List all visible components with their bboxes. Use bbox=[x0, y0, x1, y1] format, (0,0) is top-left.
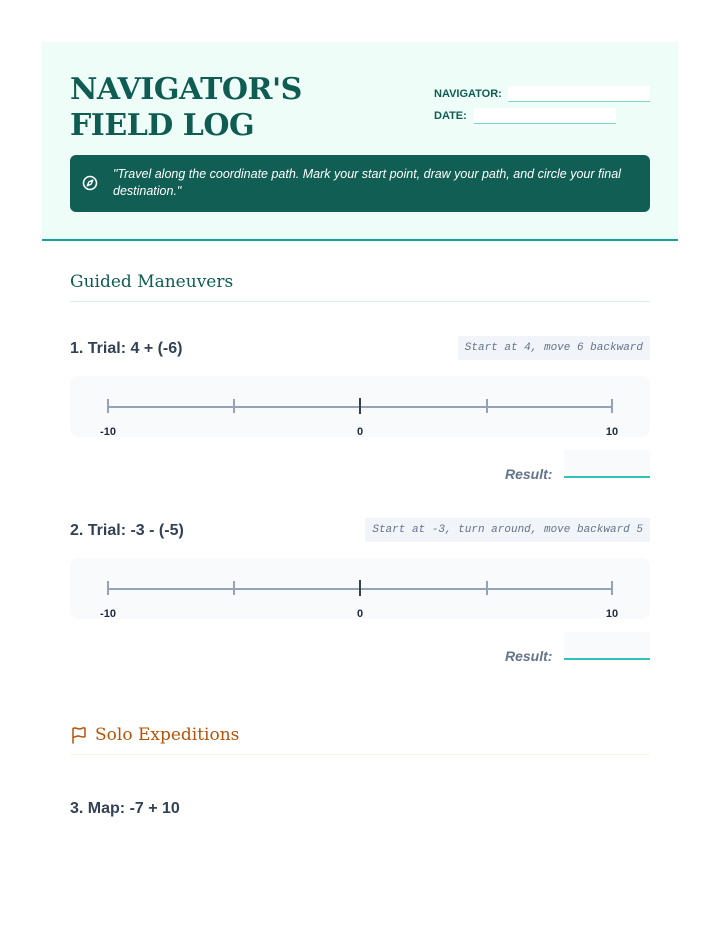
number-line-tick bbox=[486, 399, 488, 413]
navigator-field[interactable] bbox=[508, 86, 650, 102]
header-panel bbox=[42, 42, 678, 241]
flag-icon bbox=[70, 726, 88, 744]
number-line-label-max: 10 bbox=[605, 608, 619, 620]
navigator-label: NAVIGATOR: bbox=[434, 88, 502, 100]
number-line-tick bbox=[107, 399, 109, 413]
number-line-tick bbox=[233, 399, 235, 413]
problem-2-title: 2. Trial: -3 - (-5) bbox=[70, 522, 184, 539]
solo-section-title: Solo Expeditions bbox=[95, 725, 240, 745]
problem-1-result-label: Result: bbox=[505, 466, 553, 482]
problem-2-result-label: Result: bbox=[505, 648, 553, 664]
compass-icon bbox=[82, 175, 98, 191]
number-line-tick bbox=[233, 581, 235, 595]
guided-section-rule bbox=[70, 301, 650, 302]
number-line-label-max: 10 bbox=[605, 426, 619, 438]
number-line-tick-zero bbox=[359, 398, 361, 414]
worksheet-page bbox=[42, 42, 678, 932]
number-line-tick bbox=[107, 581, 109, 595]
problem-1-title: 1. Trial: 4 + (-6) bbox=[70, 340, 183, 357]
problem-1-number-line[interactable] bbox=[70, 376, 650, 437]
number-line-tick bbox=[611, 581, 613, 595]
number-line-tick bbox=[611, 399, 613, 413]
instructions-text: "Travel along the coordinate path. Mark your start point, draw your path, and circle your final destination." bbox=[113, 167, 621, 198]
number-line-label-min: -10 bbox=[100, 426, 116, 438]
number-line-label-min: -10 bbox=[100, 608, 116, 620]
guided-section-title: Guided Maneuvers bbox=[70, 272, 234, 292]
problem-3-title: 3. Map: -7 + 10 bbox=[70, 800, 180, 817]
problem-2-result-field[interactable] bbox=[564, 632, 650, 660]
date-label: DATE: bbox=[434, 110, 467, 122]
number-line-tick-zero bbox=[359, 580, 361, 596]
problem-1-result-field[interactable] bbox=[564, 450, 650, 478]
number-line-label-zero: 0 bbox=[356, 608, 364, 620]
problem-1-hint: Start at 4, move 6 backward bbox=[458, 336, 650, 360]
number-line-tick bbox=[486, 581, 488, 595]
problem-2-number-line[interactable] bbox=[70, 558, 650, 619]
date-field[interactable] bbox=[474, 108, 616, 124]
problem-2-hint: Start at -3, turn around, move backward 5 bbox=[365, 518, 650, 542]
number-line-label-zero: 0 bbox=[356, 426, 364, 438]
solo-section-rule bbox=[70, 754, 650, 755]
page-title: NAVIGATOR'S FIELD LOG bbox=[70, 72, 302, 143]
instructions-banner bbox=[70, 155, 650, 212]
